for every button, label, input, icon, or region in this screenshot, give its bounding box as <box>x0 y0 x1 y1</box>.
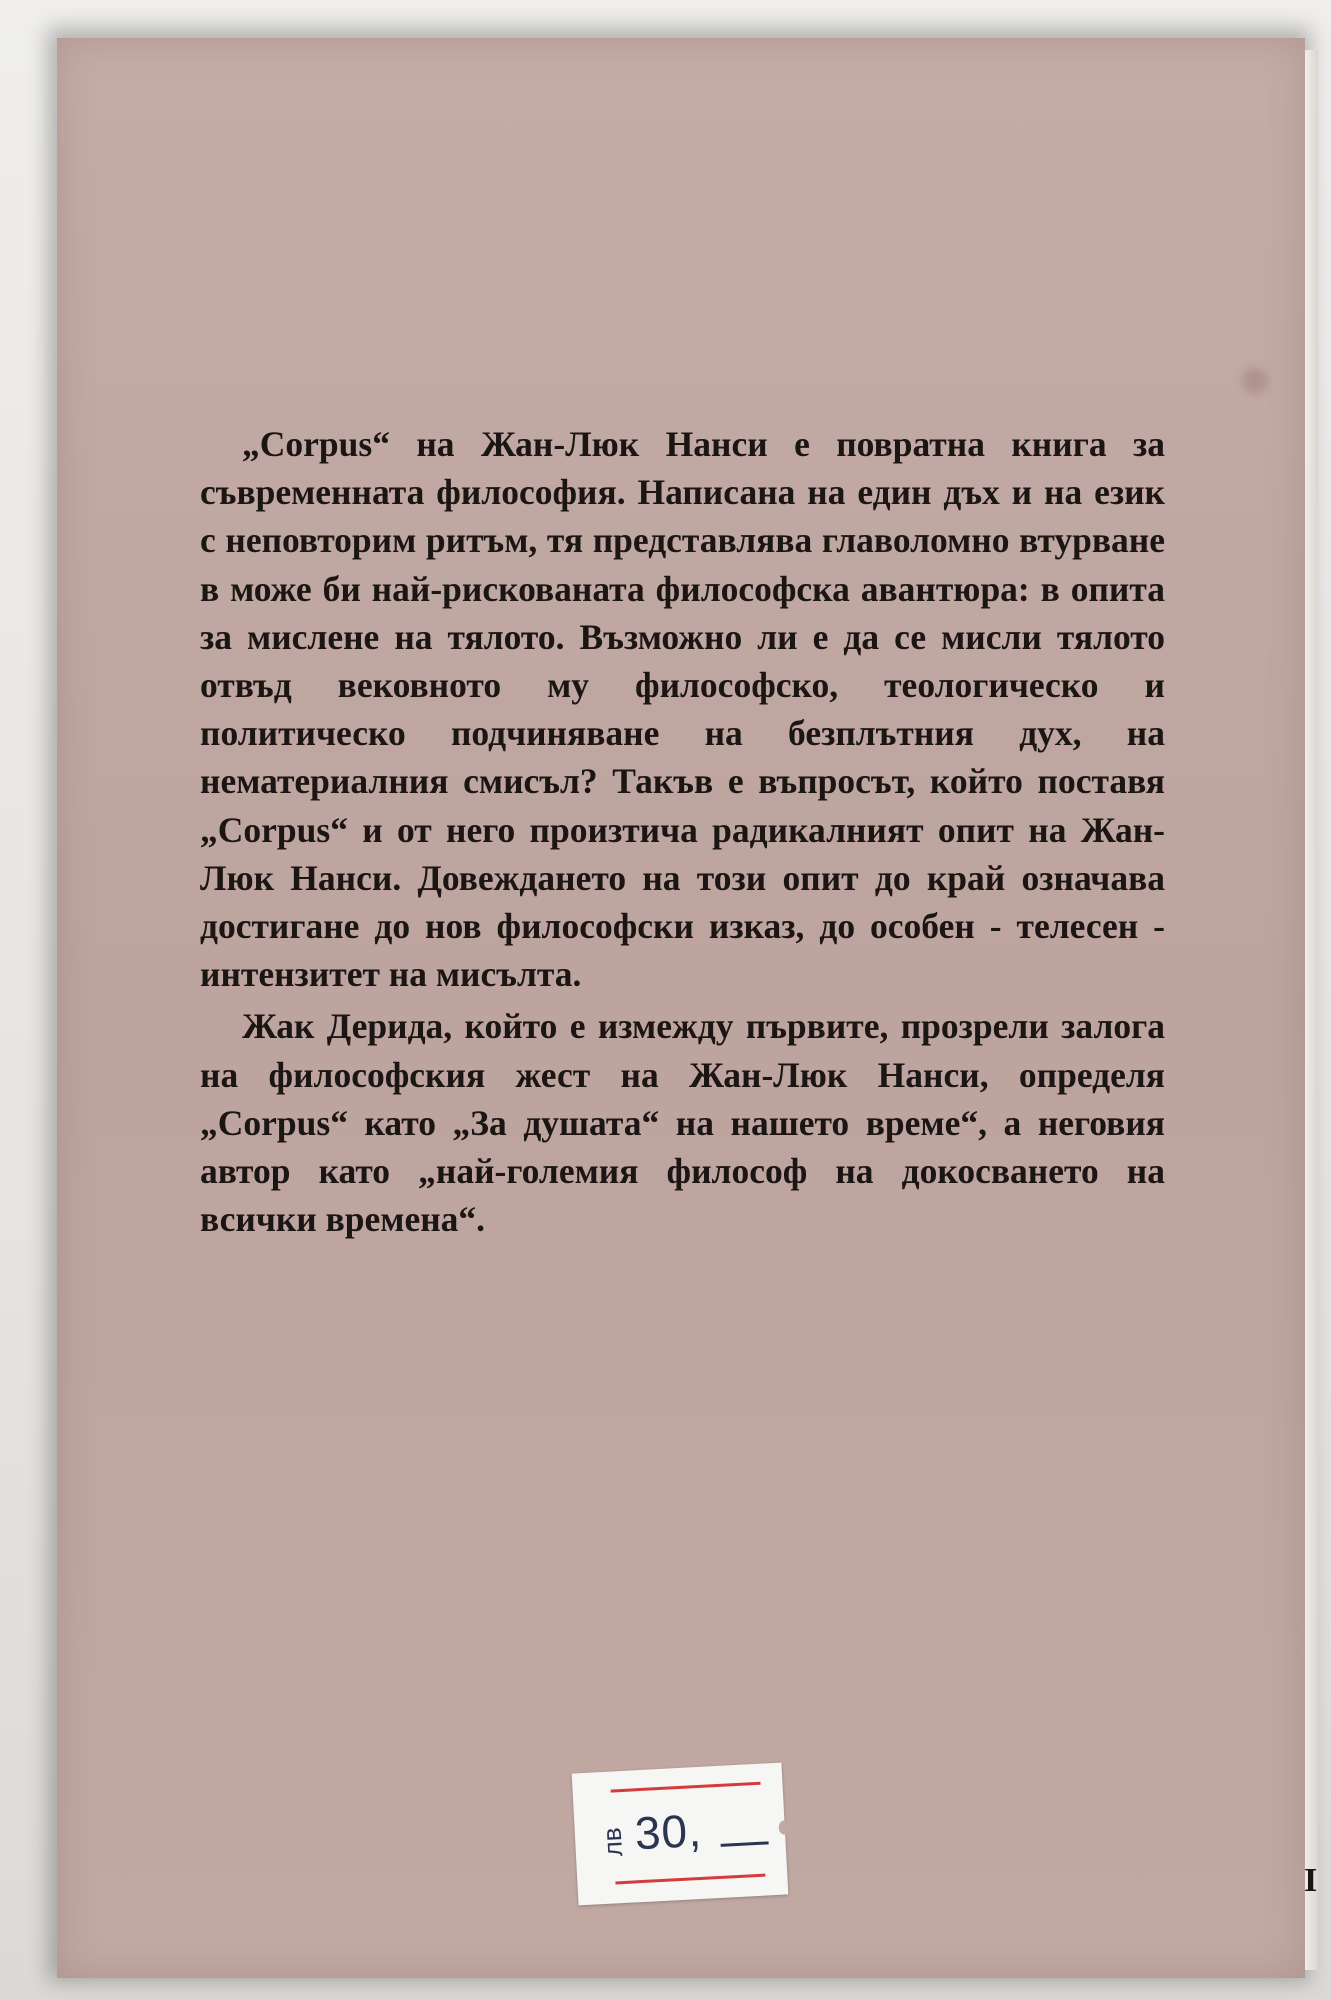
blurb-paragraph-1: „Corpus“ на Жан-Люк Нанси е повратна книга за съвременната философия. Написана на един дъх и на език с неповторим ритъм, тя представлява главоломно втурване в може би най-рискованата философска авантюра: в опита за мислене на тялото. Възможно ли е да се мисли тялото отвъд вековното му философско, теологическо и политическо подчиняване на безплътния дух, на нематериалния смисъл? Такъв е въпросът, който поставя „Corpus“ и от него произтича радикалният опит на Жан-Люк Нанси. Довеждането на този опит до край означава достигане до нов философски изказ, до особен - телесен - интензитет на мисълта. <box>200 424 1165 995</box>
price-value: 30, <box>633 1803 704 1860</box>
edge-mark: I <box>1304 1862 1318 1899</box>
price-dash <box>721 1841 769 1847</box>
price-sticker <box>572 1763 789 1906</box>
blurb-paragraph-2: Жак Дерида, който е измежду първите, прозрели залога на философския жест на Жан-Люк Нанси, определя „Corpus“ като „За душата“ на нашето време“, а неговия автор като „най-големия философ на докосването на всички времена“. <box>200 1006 1165 1240</box>
price-sticker-bottom-line <box>615 1874 765 1885</box>
cover-stain <box>1242 368 1268 394</box>
price-currency: лв <box>596 1826 629 1858</box>
back-cover-blurb <box>200 420 1165 1243</box>
price-sticker-top-line <box>611 1782 761 1793</box>
